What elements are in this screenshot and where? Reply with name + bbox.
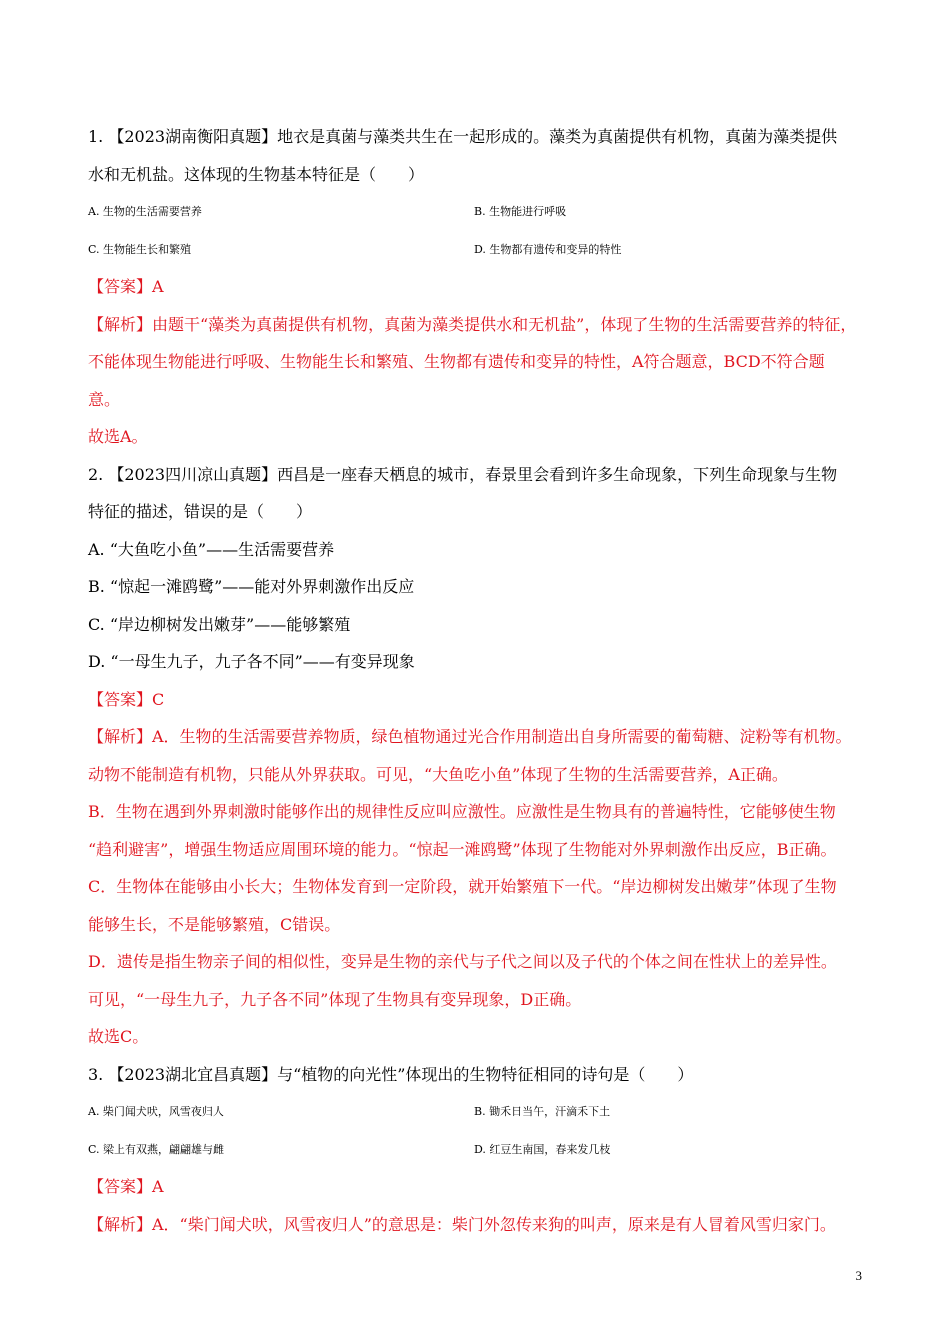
analysis-line: 可见，“一母生九子，九子各不同”体现了生物具有变异现象，D正确。 [88, 989, 582, 1009]
question-1 [88, 118, 868, 456]
question-stem-line: 3. 【2023湖北宜昌真题】与“植物的向光性”体现出的生物特征相同的诗句是（ ） [88, 1064, 694, 1084]
analysis-line: 意。 [88, 389, 121, 409]
conclusion: 故选A。 [88, 427, 148, 446]
option-c: C. “岸边柳树发出嫩芽”——能够繁殖 [88, 614, 351, 634]
option-c: C. 生物能生长和繁殖 [88, 242, 192, 256]
answer-label: 【答案】A [88, 1177, 164, 1196]
option-d: D. 红豆生南国，春来发几枝 [474, 1142, 611, 1156]
analysis-line: B．生物在遇到外界刺激时能够作出的规律性反应叫应激性。应激性是生物具有的普遍特性，它能够使生物 [88, 802, 836, 821]
option-a: A. 柴门闻犬吠，风雪夜归人 [88, 1105, 224, 1118]
question-3 [88, 1056, 868, 1244]
document-page [88, 118, 868, 1243]
question-stem-line: 水和无机盐。这体现的生物基本特征是（ ） [88, 164, 425, 184]
analysis-line: D．遗传是指生物亲子间的相似性，变异是生物的亲代与子代之间以及子代的个体之间在性状上的差异性。 [88, 952, 837, 971]
analysis-line: 【解析】A．生物的生活需要营养物质，绿色植物通过光合作用制造出自身所需要的葡萄糖、淀粉等有机物。 [88, 727, 852, 746]
question-stem-line: 特征的描述，错误的是（ ） [88, 502, 313, 521]
analysis-line: C．生物体在能够由小长大；生物体发育到一定阶段，就开始繁殖下一代。“岸边柳树发出嫩芽”体现了生物 [88, 877, 837, 896]
answer-label: 【答案】C [88, 689, 165, 709]
question-stem-line: 2. 【2023四川凉山真题】西昌是一座春天栖息的城市，春景里会看到许多生命现象，下列生命现象与生物 [88, 464, 838, 484]
option-b: B. 锄禾日当午，汗滴禾下土 [474, 1105, 611, 1118]
option-b: B. 生物能进行呼吸 [474, 205, 567, 218]
answer-label: 【答案】A [88, 277, 164, 296]
option-c: C. 梁上有双燕，翩翩雄与雌 [88, 1142, 225, 1156]
page-number: 3 [855, 1268, 862, 1283]
analysis-line: “趋利避害”，增强生物适应周围环境的能力。“惊起一滩鸥鹭”体现了生物能对外界刺激作出反应，B正确。 [88, 839, 837, 859]
analysis-line: 【解析】A．“柴门闻犬吠，风雪夜归人”的意思是：柴门外忽传来狗的叫声，原来是有人冒着风雪归家门。 [88, 1214, 836, 1234]
analysis-line: 能够生长，不是能够繁殖，C错误。 [88, 914, 341, 934]
option-b: B. “惊起一滩鸥鹭”——能对外界刺激作出反应 [88, 577, 415, 596]
question-2 [88, 456, 868, 1056]
option-a: A. 生物的生活需要营养 [88, 205, 202, 218]
analysis-line: 动物不能制造有机物，只能从外界获取。可见，“大鱼吃小鱼”体现了生物的生活需要营养，A正确。 [88, 764, 788, 784]
analysis-line: 【解析】由题干“藻类为真菌提供有机物，真菌为藻类提供水和无机盐”，体现了生物的生活需要营养的特征， [88, 314, 857, 334]
option-d: D. “一母生九子，九子各不同”——有变异现象 [88, 652, 415, 671]
analysis-line: 不能体现生物能进行呼吸、生物能生长和繁殖、生物都有遗传和变异的特性，A符合题意，BCD不符合题 [88, 352, 825, 371]
question-stem-line: 1. 【2023湖南衡阳真题】地衣是真菌与藻类共生在一起形成的。藻类为真菌提供有机物，真菌为藻类提供 [88, 127, 838, 146]
option-d: D. 生物都有遗传和变异的特性 [474, 242, 622, 256]
option-a: A. “大鱼吃小鱼”——生活需要营养 [88, 539, 335, 559]
conclusion: 故选C。 [88, 1027, 149, 1046]
